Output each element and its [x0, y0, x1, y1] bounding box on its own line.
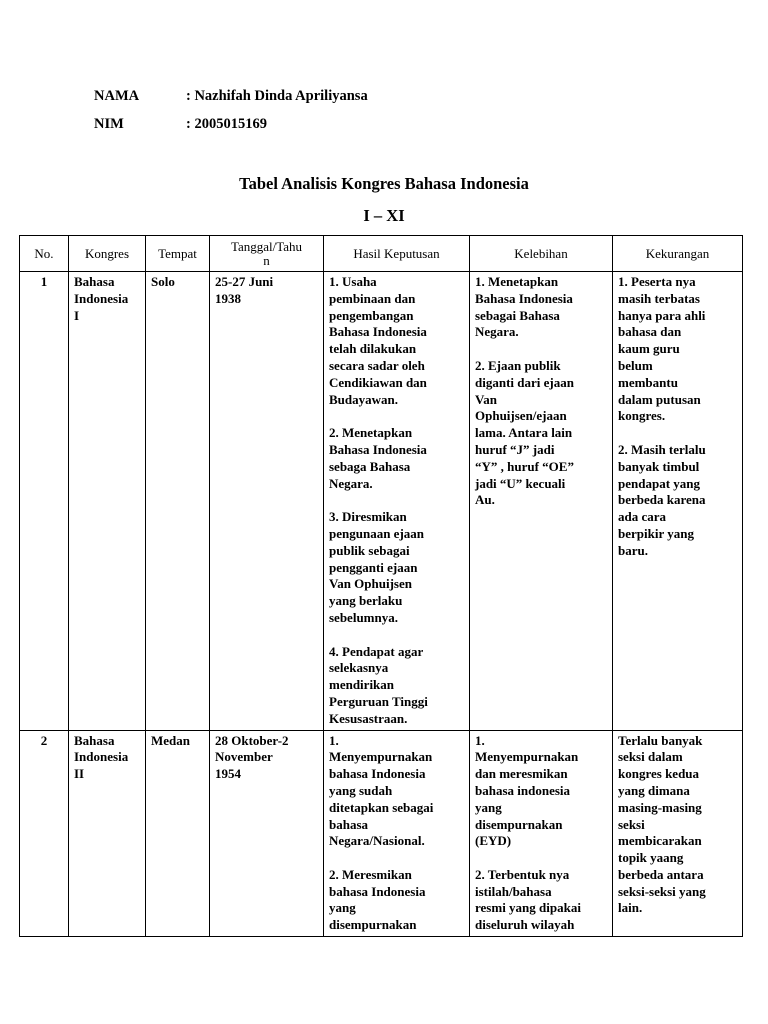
cell-kongres: Bahasa Indonesia II: [69, 730, 146, 937]
analysis-table: [19, 235, 743, 937]
cell-tanggal: 25-27 Juni 1938: [210, 272, 324, 731]
cell-tempat: Solo: [146, 272, 210, 731]
kelebihan-point: 2. Terbentuk nya istilah/bahasa resmi yang dipakai diseluruh wilayah: [475, 866, 581, 933]
column-header: Kongres: [69, 236, 146, 272]
column-header: Tanggal/Tahu n: [210, 236, 324, 272]
hasil-point: 4. Pendapat agar selekasnya mendirikan Perguruan Tinggi Kesusastraan.: [329, 643, 428, 726]
nama-value: : Nazhifah Dinda Apriliyansa: [186, 88, 368, 104]
cell-kekurangan: [613, 272, 743, 731]
cell-no: 1: [20, 272, 69, 731]
kelebihan-point: 2. Ejaan publik diganti dari ejaan Van Ophuijsen/ejaan lama. Antara lain huruf “J” jadi “Y” , huruf “OE” jadi “U” kecuali Au.: [475, 357, 574, 508]
cell-kelebihan: [470, 730, 613, 937]
nim-label: NIM: [94, 116, 124, 132]
hasil-point: 2. Menetapkan Bahasa Indonesia sebaga Bahasa Negara.: [329, 425, 427, 491]
nama-line: [94, 88, 368, 105]
cell-hasil: [324, 272, 470, 731]
column-header: Kekurangan: [613, 236, 743, 272]
column-header: Tempat: [146, 236, 210, 272]
nama-label: NAMA: [94, 88, 140, 104]
hasil-point: 3. Diresmikan pengunaan ejaan publik sebagai pengganti ejaan Van Ophuijsen yang berlaku sebelumnya.: [329, 509, 424, 625]
table-header-row: [20, 236, 743, 272]
hasil-point: 2. Meresmikan bahasa Indonesia yang disempurnakan: [329, 866, 426, 933]
table-row: [20, 730, 743, 937]
column-header: Hasil Keputusan: [324, 236, 470, 272]
hasil-point: 1. Menyempurnakan bahasa Indonesia yang sudah ditetapkan sebagai bahasa Negara/Nasional.: [329, 732, 434, 849]
cell-kekurangan: [613, 730, 743, 937]
cell-tempat: Medan: [146, 730, 210, 937]
document-subtitle: I – XI: [363, 206, 405, 225]
cell-no: 2: [20, 730, 69, 937]
kekurangan-point: Terlalu banyak seksi dalam kongres kedua yang dimana masing-masing seksi membicarakan topik yaang berbeda antara seksi-seksi yang lain.: [618, 732, 706, 916]
document-title: Tabel Analisis Kongres Bahasa Indonesia: [239, 174, 529, 193]
cell-hasil: [324, 730, 470, 937]
kelebihan-point: 1. Menyempurnakan dan meresmikan bahasa indonesia yang disempurnakan (EYD): [475, 732, 579, 849]
nim-line: [94, 116, 267, 133]
cell-tanggal: 28 Oktober-2 November 1954: [210, 730, 324, 937]
cell-kelebihan: [470, 272, 613, 731]
table-row: [20, 272, 743, 731]
nim-value: : 2005015169: [186, 116, 267, 132]
hasil-point: 1. Usaha pembinaan dan pengembangan Bahasa Indonesia telah dilakukan secara sadar oleh Cendikiawan dan Budayawan.: [329, 274, 427, 407]
column-header: No.: [20, 236, 69, 272]
kelebihan-point: 1. Menetapkan Bahasa Indonesia sebagai Bahasa Negara.: [475, 274, 573, 340]
kekurangan-point: 1. Peserta nya masih terbatas hanya para ahli bahasa dan kaum guru belum membantu dalam putusan kongres.: [618, 274, 706, 424]
cell-kongres: Bahasa Indonesia I: [69, 272, 146, 731]
column-header: Kelebihan: [470, 236, 613, 272]
kekurangan-point: 2. Masih terlalu banyak timbul pendapat yang berbeda karena ada cara berpikir yang baru.: [618, 441, 706, 558]
